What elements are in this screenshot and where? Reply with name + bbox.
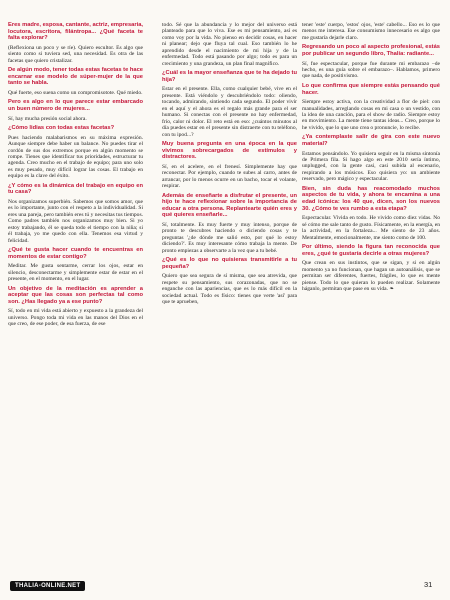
interview-question: ¿Qué te gusta hacer cuando te encuentras en momentos de estar contigo? [8, 247, 143, 260]
interview-answer: Nos organizamos superbién. Sabemos que somos amor, que es lo importante, junto con el respeto a la individualidad. Si eres una pareja, pero también eres tú y necesitas tus tiempos. Como padres también nos organizamos muy bien. Si yo estoy trabajando, él se queda todo el tiempo con la niña; si él trabaja, yo me quedo con ella. Tenemos esa virtud y felicidad. [8, 198, 143, 244]
interview-question: Un objetivo de la meditación es aprender a aceptar que las cosas son perfectas tal como son. ¿Has llegado ya a ese punto? [8, 285, 143, 305]
interview-question: Por último, siendo la figura tan reconocida que eres, ¿qué te gustaría decirle a otras mujeres? [302, 244, 440, 257]
interview-question: Pero es algo en lo que parece estar embarcado un buen número de mujeres... [8, 99, 143, 112]
interview-question: Bien, sin duda has reacomodado muchos aspectos de tu vida, y ahora te encamina a una edad icónica: los 40 que, dicen, son los nuevos 30. ¿Cómo te ves rumbo a esta etapa? [302, 185, 440, 212]
column-left [8, 22, 143, 331]
interview-answer: (Reflexiona un poco y se ríe). Quiero escultor. Es algo que siento como si tuviera sed, una necesidad. Es otra de las facetas que quiero cristalizar. [8, 44, 143, 64]
interview-question: Eres madre, esposa, cantante, actriz, empresaria, locutora, escritora, filántropa... ¿Qué faceta te falta explorar? [8, 22, 143, 42]
interview-answer: Pues haciendo malabarismos en su máxima expresión. Aunque siempre debe haber un balance. No puedes tirar el cordón de sus dos extremos porque en algún momento se rompe. Tienes que identificar tus prioridades, estructurar tu agenda. Creo mucho en el trabajo de equipo; para uno solo es muy pesado, muy difícil lograr las cosas. El trabajo en equipo es la clave del éxito. [8, 134, 143, 180]
watermark-badge: THALIA-ONLINE.NET [10, 581, 85, 591]
interview-answer: Espectacular. Vivida en todo. He vivido como diez vidas. No sé cómo me sale tanto de gusto. Físicamente, en la energía, en la actividad, en la fortaleza... Me siento de 23 años. Mentalmente, emocionalmente, me siento como de 100. [302, 215, 440, 241]
interview-answer: tener 'este' cuerpo, 'estos' ojos, 'este' cabello... Eso es lo que menos me interesa. Ese consumismo innecesario es algo que me gustaría dejarle claro. [302, 22, 440, 41]
interview-answer: Meditar. Me gusta sentarme, cerrar los ojos, estar en silencio, desconectarme y simplemente estar de estar en el presente, en el momento, en el lugar. [8, 263, 143, 283]
interview-question: Además de enseñarte a disfrutar el presente, un hijo te hace reflexionar sobre la importancia de educar a otra persona. Replantearte quién eres y qué quieres enseñarle... [162, 192, 297, 219]
interview-answer: Sí, todo en mi vida está abierto y expuesto a la grandeza del universo. Pongo toda mi vida en las manos del Dios en el que creo, de ese poder, de esa fuerza, de ese [8, 308, 143, 328]
column-middle [162, 22, 297, 309]
interview-question: ¿Cuál es la mayor enseñanza que te ha dejado tu hija? [162, 70, 297, 83]
column-right [302, 22, 440, 295]
interview-question: ¿Qué es lo que no quisieras transmitirle a tu pequeña? [162, 257, 297, 270]
interview-question: Lo que confirma que siempre estás pensando qué hacer. [302, 82, 440, 96]
interview-answer: Quiero que sea segura de sí misma, que sea atrevida, que respete su pensamiento, sus corazonadas, que no se enganche con las apariencias, que es lo más difícil en la sociedad actual. Todo es físico: tienes que verte 'así' para que te aprueben, [162, 273, 297, 306]
interview-answer: todo. Sé que la abundancia y lo mejor del universo está planteado para que lo viva. Ese es mi pensamiento, así es como voy por la vida. No pienso en decidir cosas, en hacer ni planear; dejo que fluya tal cual. Eso también lo he aprendido desde el nacimiento de mi hija y de la enfermedad. Todo está pasando por algo; todo es para un crecimiento y una grandeza, un plan final magnífico. [162, 22, 297, 67]
interview-question: Muy buena pregunta en una época en la que vivimos sobrecargados de estímulos y distractores. [162, 140, 297, 161]
interview-answer: Siempre estoy activa, con la creatividad a flor de piel: con manualidades, arreglando cosas en mi casa o un vestido, con la idea de una canción, para el show de radio. Siempre estoy en movimiento. La mente tiene tantas ideas... Creo, porque lo he vivido, que lo que uno crea o pronuncie, lo recibe. [302, 99, 440, 131]
interview-answer: Sí, totalmente. Es muy fuerte y muy intenso, porque de pronto te descubres haciendo o diciendo cosas y te preguntas '¿de dónde me salió esto, por qué lo estoy diciendo?'. Es muy interesante cómo trabaja la mente. De pronto empiezas a observarte a la vez que a tu bebé. [162, 221, 297, 254]
interview-question: ¿Y cómo es la dinámica del trabajo en equipo en tu casa? [8, 182, 143, 196]
interview-answer: Estamos pensándolo. Yo quisiera seguir en la misma sintonía de Primera fila. Si hago algo en este 2010 sería íntimo, unplugged, con la gente casi, casi subida al escenario, respirando a los músicos. Eso quisiera yo: un ambiente reservado, pero mágico y espectacular. [302, 150, 440, 183]
interview-answer: Sí, hay mucha presión social ahora. [8, 115, 87, 122]
interview-question: De algún modo, tener todas estas facetas te hace encarnar ese modelo de súper-mujer de la que tanto se habla. [8, 67, 143, 87]
interview-answer: Estar en el presente. Ella, como cualquier bebé, vive en el presente. Está viéndolo y descubriéndolo todo: oliendo, tocando, admirando, sintiendo cada segundo. El poder vivir en el aquí y el ahora es el regalo más grande para el ser humano. Si conectas con el presente no hay enfermedad, frío, calor ni dolor. El reto está en eso: ¿cuántos minutos al día puedes estar en el presente sin distraerte con tu teléfono, con tu ipod...? [162, 86, 297, 138]
interview-answer: Sí, fue espectacular, porque fue durante mi embarazo –de hecho, es una guía sobre el embarazo–. Hablamos, primero que nada, de positivismo. [302, 60, 440, 80]
interview-question: ¿Ya contemplaste salir de gira con este nuevo material? [302, 134, 440, 147]
interview-answer: Qué fuerte, eso suena como un compromisotote. Qué miedo. [8, 89, 143, 96]
interview-question: ¿Cómo lidias con todas estas facetas? [8, 125, 115, 132]
interview-answer: Que crean en sus instintos, que se sigan, y si en algún momento ya no funcionan, que hagan un autoanálisis, que se permitan ser diferentes, fuertes, frágiles, lo que es mente piense. Todo lo que quieran lo pueden realizar. Solamente háganlo, permitan que pase en su vida. ❧ [302, 260, 440, 292]
page-number: 31 [424, 580, 433, 589]
interview-question: Regresando un poco al aspecto profesional, estás por publicar un segundo libro, Thalía: radiante... [302, 44, 440, 57]
interview-answer: Sí, en el acelere, en el frenesí. Simplemente hay que reconectar. Por ejemplo, cuando te subes al carro, antes de arrancar, por lo menos ocurre en un bacho, tocar el volante, respirar. [162, 163, 297, 190]
